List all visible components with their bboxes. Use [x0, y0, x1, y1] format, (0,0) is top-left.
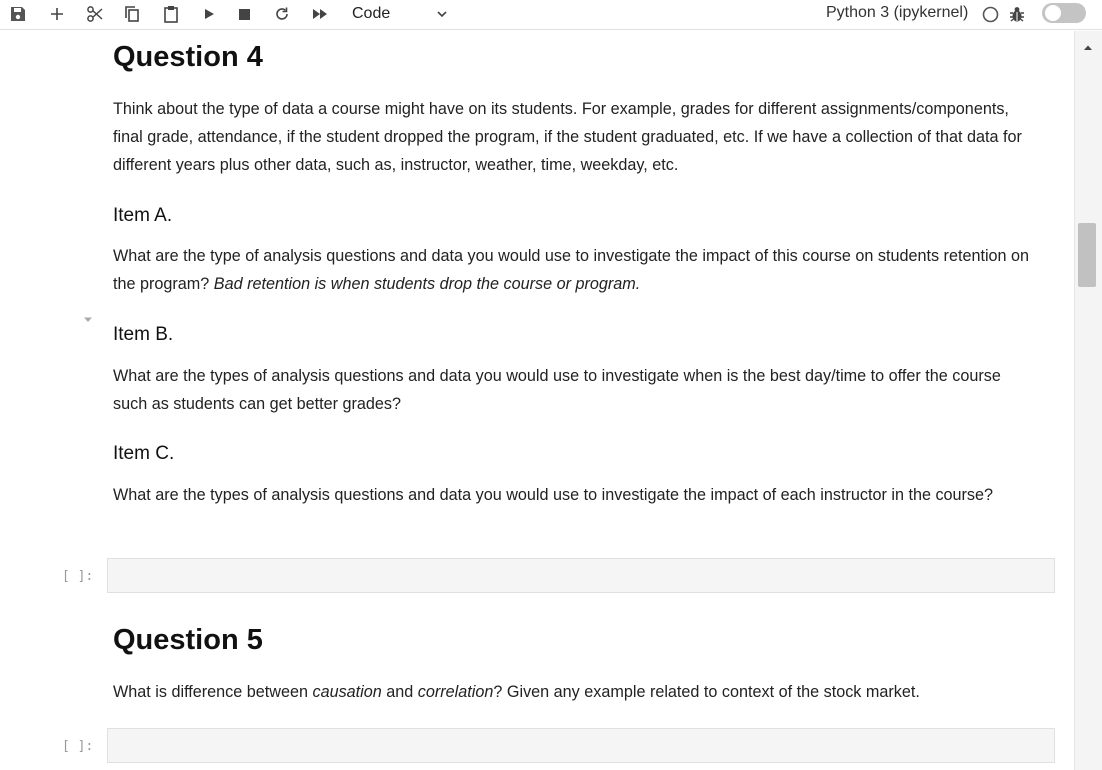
- scrollbar-thumb[interactable]: [1078, 223, 1096, 287]
- scroll-up-icon[interactable]: [1083, 39, 1093, 57]
- copy-icon[interactable]: [120, 3, 144, 25]
- item-c-cell: [113, 481, 1033, 509]
- item-c-heading-cell: [113, 442, 1033, 466]
- kernel-idle-icon: [982, 6, 999, 28]
- item-b-cell: [113, 362, 1033, 418]
- scissors-icon[interactable]: [83, 3, 107, 25]
- q5-text-part: What is difference between: [113, 683, 313, 701]
- question-4-title: Question 4: [113, 41, 263, 73]
- notebook-toolbar: [0, 0, 1102, 30]
- plus-icon[interactable]: [45, 3, 69, 25]
- item-a-emphasis: Bad retention is when students drop the course or program.: [213, 275, 641, 293]
- question-4-cell: [113, 40, 1033, 74]
- question-4-intro: Think about the type of data a course might have on its students. For example, grades for different assignments/components, final grade, attendance, if the student dropped the program, if the student graduated, etc. If we have a collection of that data for different years plus other data, such as, instructor, weather, time, weekday, etc.: [113, 100, 1022, 174]
- kernel-name[interactable]: Python 3 (ipykernel): [826, 4, 969, 21]
- q5-text-part: and: [381, 683, 418, 701]
- vertical-scrollbar[interactable]: [1074, 31, 1102, 770]
- item-b-text: What are the types of analysis questions and data you would use to investigate when is the best day/time to offer the course such as students can get better grades?: [113, 367, 1001, 413]
- question-5-text: [113, 678, 1033, 706]
- cell-type-label: Code: [352, 5, 391, 22]
- fast-forward-icon[interactable]: [308, 3, 332, 25]
- q5-emphasis-causation: causation: [312, 683, 382, 701]
- code-cell-input[interactable]: [107, 728, 1055, 763]
- item-c-text: What are the types of analysis questions and data you would use to investigate the impact of each instructor in the course?: [113, 486, 994, 504]
- bug-icon[interactable]: [1009, 5, 1025, 28]
- question-5-text-cell: [113, 678, 1033, 706]
- cell-prompt: [ ]:: [62, 739, 94, 754]
- stop-icon[interactable]: [232, 3, 256, 25]
- cell-type-select[interactable]: [346, 2, 454, 26]
- restart-icon[interactable]: [270, 3, 294, 25]
- paste-icon[interactable]: [159, 3, 183, 25]
- item-c-title: Item C.: [113, 443, 175, 464]
- item-b-heading-cell: [113, 323, 1033, 347]
- q5-emphasis-correlation: correlation: [417, 683, 494, 701]
- run-icon[interactable]: [197, 3, 221, 25]
- collapse-caret-icon[interactable]: [83, 311, 93, 329]
- item-a-cell: [113, 242, 1033, 298]
- code-cell-input[interactable]: [107, 558, 1055, 593]
- item-b-title: Item B.: [113, 324, 174, 345]
- q5-text-part: ? Given any example related to context of the stock market.: [493, 683, 920, 701]
- toggle-knob: [1045, 5, 1061, 21]
- question-5-title: Question 5: [113, 624, 263, 656]
- item-a-title: Item A.: [113, 205, 173, 226]
- chevron-down-icon: [436, 7, 448, 25]
- notebook-panel: [0, 31, 1074, 770]
- item-a-heading-cell: [113, 204, 1033, 228]
- item-a-text: [113, 242, 1033, 298]
- question-5-cell: [113, 623, 1033, 657]
- cell-prompt: [ ]:: [62, 569, 94, 584]
- item-a-question: What are the type of analysis questions and data you would use to investigate the impact of this course on students retention on the program?: [113, 247, 1030, 293]
- question-4-intro-cell: [113, 95, 1033, 179]
- save-icon[interactable]: [6, 3, 30, 25]
- theme-toggle[interactable]: [1042, 3, 1086, 23]
